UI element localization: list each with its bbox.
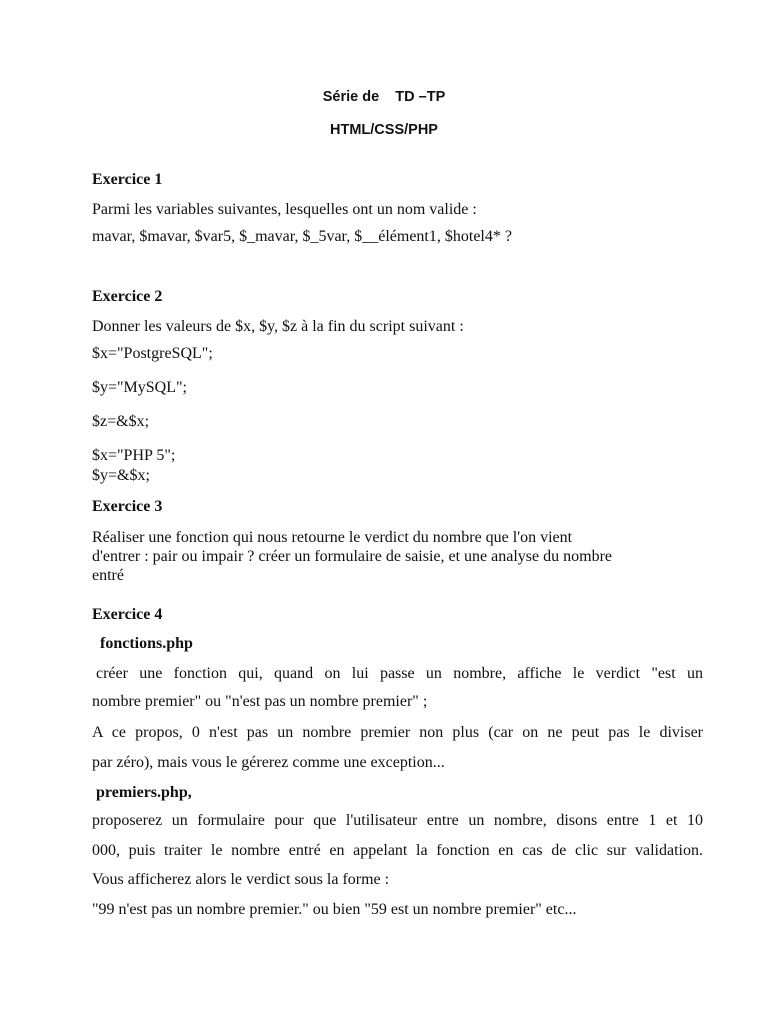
exercise-3-line: entré [92, 567, 124, 584]
code-line: $x="PHP 5"; [92, 447, 176, 464]
code-line: $y=&$x; [92, 467, 150, 484]
document-title: Série de TD –TP [322, 89, 446, 105]
exercise-4-paragraph-line: "99 n'est pas un nombre premier." ou bien "59 est un nombre premier" etc... [92, 901, 577, 918]
file-name-fonctions: fonctions.php [100, 635, 193, 652]
exercise-4-heading: Exercice 4 [92, 606, 163, 623]
exercise-3-line: d'entrer : pair ou impair ? créer un formulaire de saisie, et une analyse du nombre [92, 548, 613, 565]
exercise-4-paragraph-line: par zéro), mais vous le gérerez comme une exception... [92, 754, 445, 771]
exercise-2-question: Donner les valeurs de $x, $y, $z à la fin du script suivant : [92, 318, 464, 335]
exercise-4-paragraph-line: proposerez un formulaire pour que l'utilisateur entre un nombre, disons entre 1 et 10 [92, 812, 703, 829]
exercise-3-heading: Exercice 3 [92, 498, 163, 515]
code-line: $y="MySQL"; [92, 379, 187, 396]
exercise-1-question: Parmi les variables suivantes, lesquelles ont un nom valide : [92, 201, 477, 218]
exercise-4-paragraph-line: créer une fonction qui, quand on lui passe un nombre, affiche le verdict "est un [96, 665, 703, 682]
exercise-3-line: Réaliser une fonction qui nous retourne le verdict du nombre que l'on vient [92, 529, 573, 546]
exercise-4-paragraph-line: Vous afficherez alors le verdict sous la forme : [92, 871, 390, 888]
exercise-4-paragraph-line: 000, puis traiter le nombre entré en appelant la fonction en cas de clic sur validation. [92, 842, 703, 859]
document-subtitle: HTML/CSS/PHP [330, 122, 438, 138]
exercise-1-variables: mavar, $mavar, $var5, $_mavar, $_5var, $__élément1, $hotel4* ? [92, 228, 512, 245]
code-line: $x="PostgreSQL"; [92, 345, 213, 362]
exercise-4-paragraph-line: nombre premier" ou "n'est pas un nombre premier" ; [92, 693, 428, 710]
exercise-2-heading: Exercice 2 [92, 288, 163, 305]
file-name-premiers: premiers.php, [96, 784, 192, 801]
code-line: $z=&$x; [92, 413, 150, 430]
exercise-4-paragraph-line: A ce propos, 0 n'est pas un nombre premier non plus (car on ne peut pas le diviser [92, 724, 703, 741]
exercise-1-heading: Exercice 1 [92, 171, 163, 188]
